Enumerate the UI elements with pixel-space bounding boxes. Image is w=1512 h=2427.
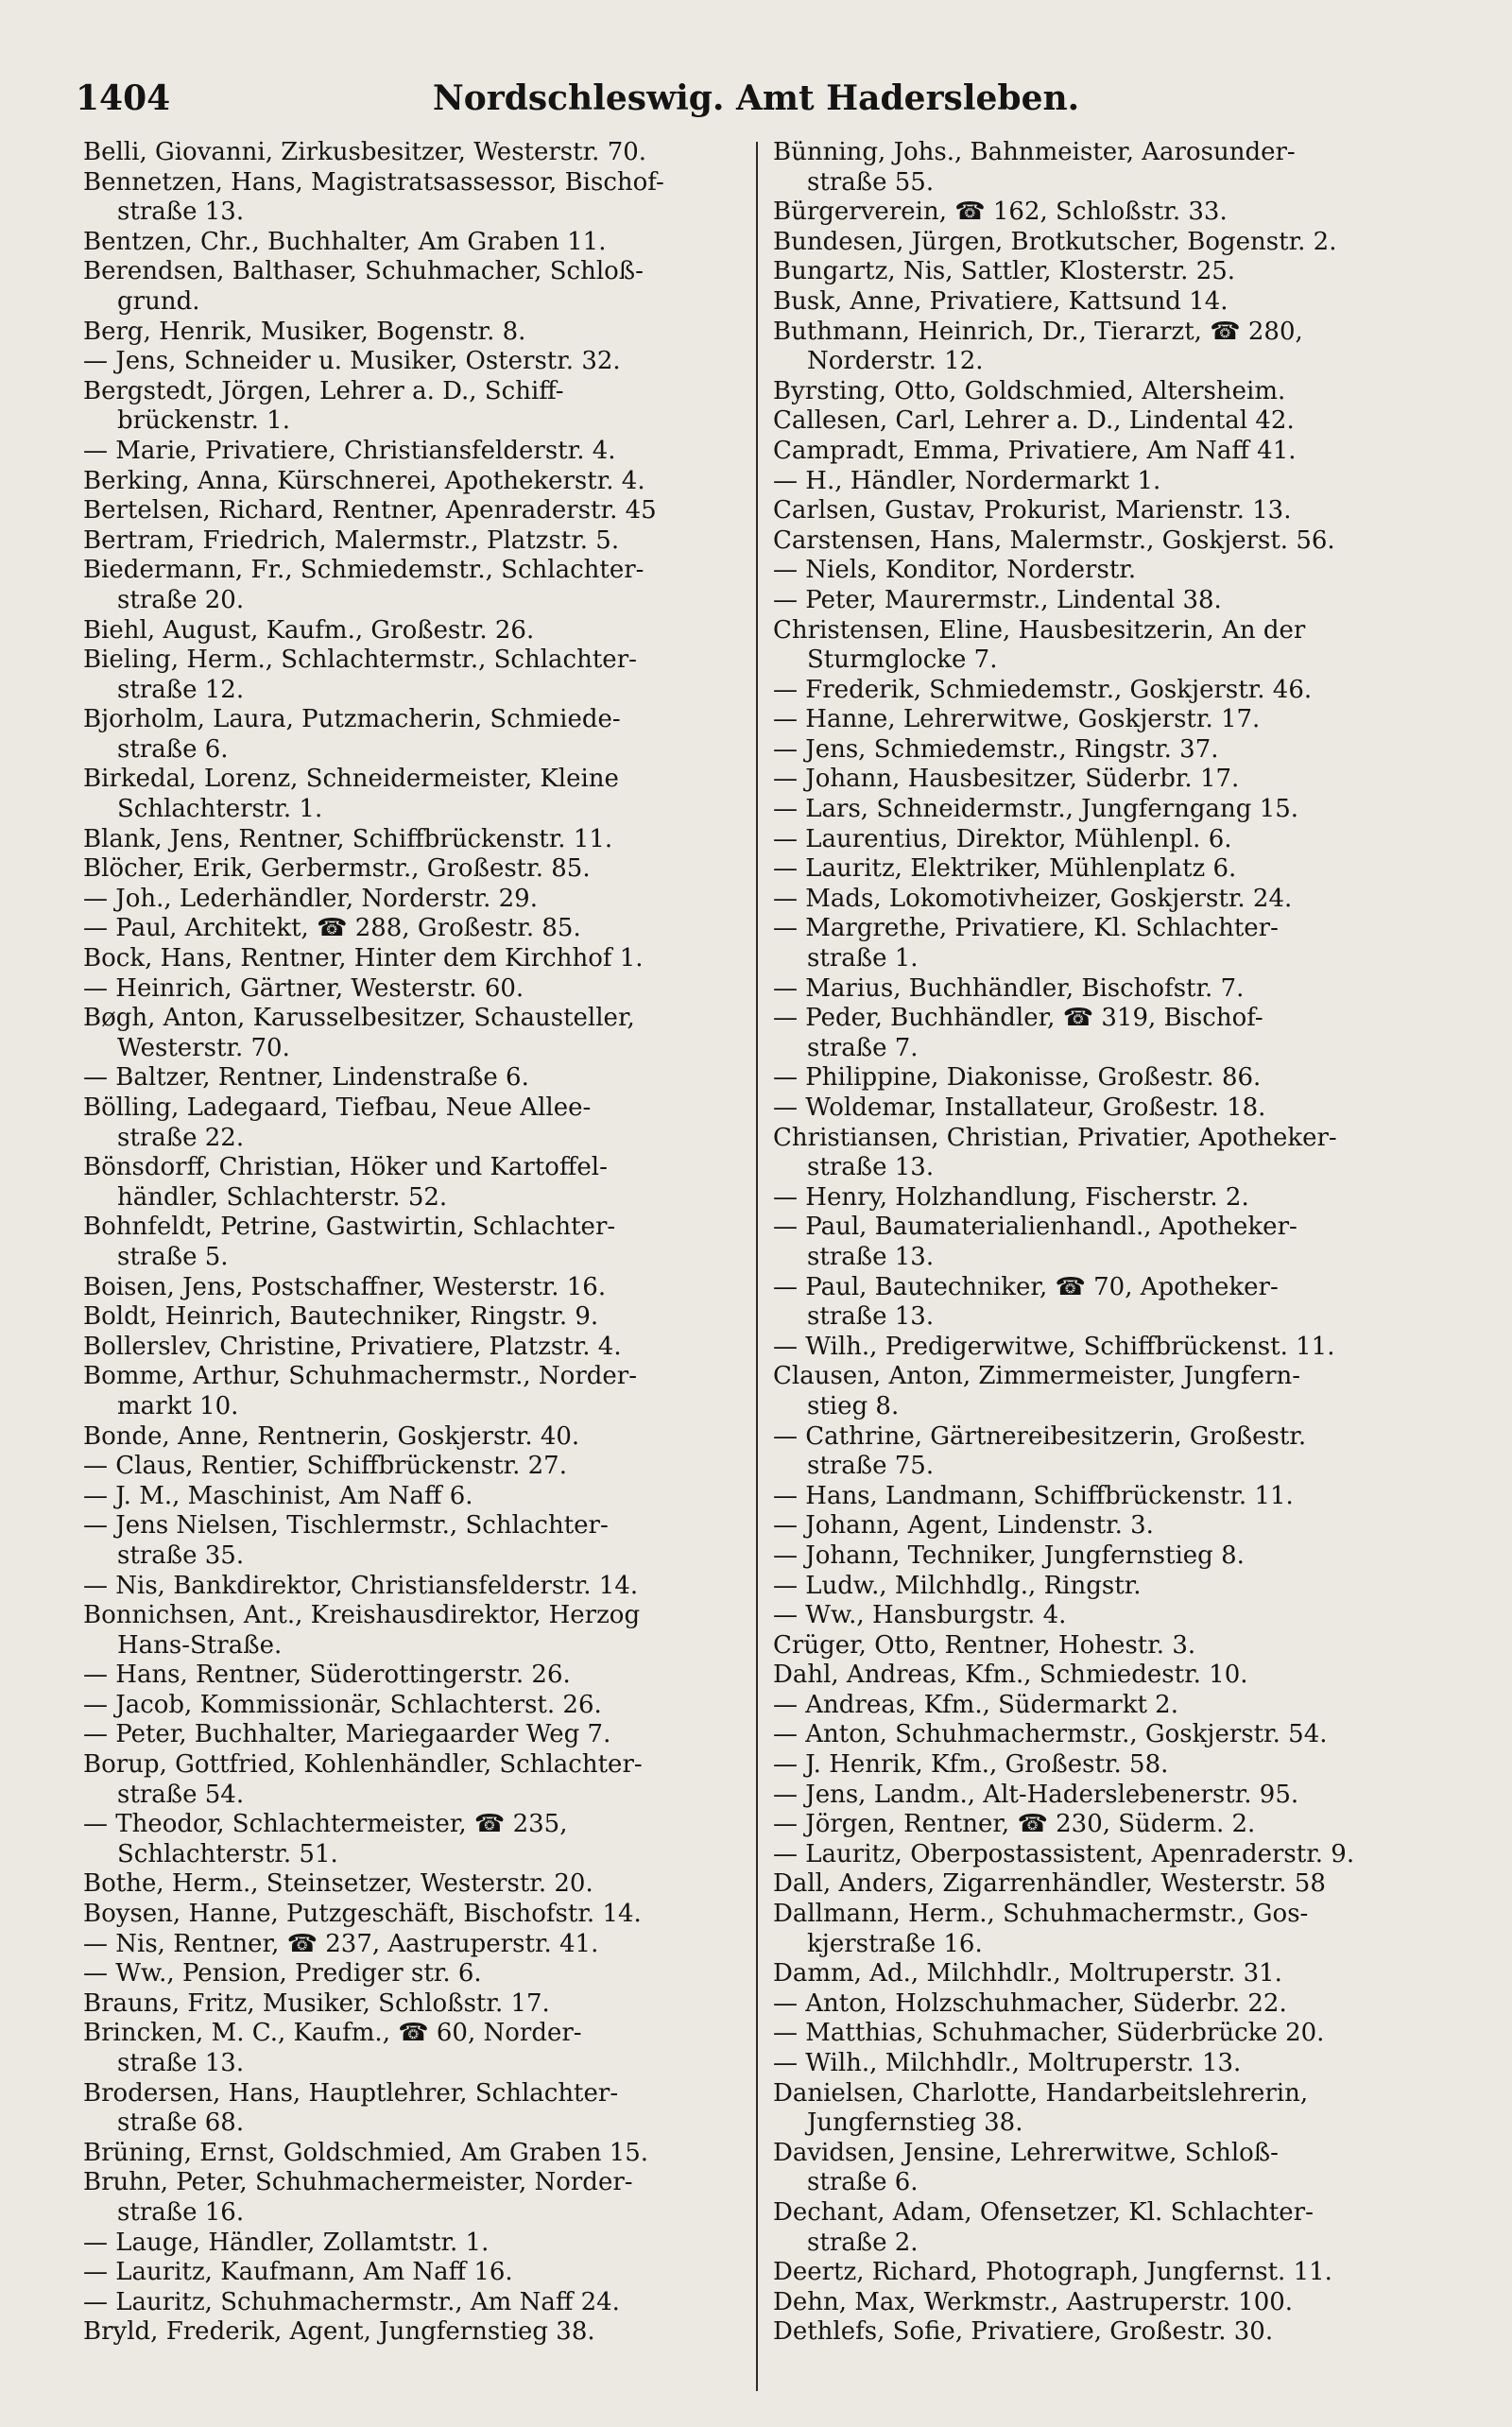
directory-entry: Dechant, Adam, Ofensetzer, Kl. Schlachter- xyxy=(773,2197,1314,2227)
directory-entry: — Matthias, Schuhmacher, Süderbrücke 20. xyxy=(773,2019,1325,2048)
directory-entry: Boysen, Hanne, Putzgeschäft, Bischofstr. 14. xyxy=(83,1900,642,1929)
directory-entry: — Nis, Bankdirektor, Christiansfelderstr. 14. xyxy=(83,1571,639,1600)
directory-entry-continuation: brückenstr. 1. xyxy=(117,406,290,436)
directory-entry-continuation: straße 20. xyxy=(117,585,245,614)
directory-entry: Bundesen, Jürgen, Brotkutscher, Bogenstr. 2. xyxy=(773,227,1337,256)
directory-entry-continuation: Sturmglocke 7. xyxy=(807,645,998,675)
directory-entry: Bøgh, Anton, Karusselbesitzer, Schausteller, xyxy=(83,1004,635,1033)
directory-entry: — Niels, Konditor, Norderstr. xyxy=(773,556,1137,585)
directory-entry: — Lauritz, Elektriker, Mühlenplatz 6. xyxy=(773,854,1237,884)
left-column xyxy=(83,138,745,2348)
directory-entry: — Lars, Schneidermstr., Jungferngang 15. xyxy=(773,795,1299,824)
directory-entry: Bergstedt, Jörgen, Lehrer a. D., Schiff- xyxy=(83,376,564,405)
directory-entry: — Hanne, Lehrerwitwe, Goskjerstr. 17. xyxy=(773,705,1261,734)
page-number: 1404 xyxy=(76,78,171,118)
directory-entry: Dallmann, Herm., Schuhmachermstr., Gos- xyxy=(773,1900,1309,1929)
directory-entry: Bock, Hans, Rentner, Hinter dem Kirchhof 1. xyxy=(83,944,644,973)
directory-entry: — Margrethe, Privatiere, Kl. Schlachter- xyxy=(773,914,1279,943)
directory-entry: — Theodor, Schlachtermeister, ☎ 235, xyxy=(83,1810,568,1839)
directory-entry-continuation: straße 5. xyxy=(117,1242,229,1271)
directory-entry-continuation: straße 68. xyxy=(117,2109,245,2138)
directory-entry-continuation: straße 6. xyxy=(807,2168,919,2197)
directory-entry: Carstensen, Hans, Malermstr., Goskjerst. 56. xyxy=(773,525,1335,555)
directory-entry: Byrsting, Otto, Goldschmied, Altersheim. xyxy=(773,376,1286,405)
directory-entry-continuation: Schlachterstr. 51. xyxy=(117,1839,338,1868)
directory-entry: Brincken, M. C., Kaufm., ☎ 60, Norder- xyxy=(83,2019,582,2048)
directory-entry: Clausen, Anton, Zimmermeister, Jungfern- xyxy=(773,1362,1301,1391)
directory-entry: Dahl, Andreas, Kfm., Schmiedestr. 10. xyxy=(773,1661,1248,1690)
directory-entry: — Paul, Architekt, ☎ 288, Großestr. 85. xyxy=(83,914,581,943)
directory-entry: — Anton, Holzschuhmacher, Süderbr. 22. xyxy=(773,1988,1287,2018)
directory-entry: — Hans, Landmann, Schiffbrückenstr. 11. xyxy=(773,1481,1294,1510)
directory-entry: Bieling, Herm., Schlachtermstr., Schlachter- xyxy=(83,645,637,675)
directory-entry-continuation: straße 54. xyxy=(117,1780,245,1809)
directory-entry: — Peter, Maurermstr., Lindental 38. xyxy=(773,585,1222,614)
directory-entry-continuation: straße 55. xyxy=(807,167,935,197)
directory-entry-continuation: straße 13. xyxy=(117,2049,245,2077)
directory-entry: Bonde, Anne, Rentnerin, Goskjerstr. 40. xyxy=(83,1421,580,1451)
directory-entry: — Henry, Holzhandlung, Fischerstr. 2. xyxy=(773,1182,1249,1212)
directory-entry: Blank, Jens, Rentner, Schiffbrückenstr. 11. xyxy=(83,824,613,853)
directory-entry: — Jens, Schmiedemstr., Ringstr. 37. xyxy=(773,734,1219,764)
directory-entry: — Cathrine, Gärtnereibesitzerin, Großestr. xyxy=(773,1421,1307,1451)
directory-entry: Bertelsen, Richard, Rentner, Apenraderstr. 45 xyxy=(83,496,657,525)
directory-entry: — H., Händler, Nordermarkt 1. xyxy=(773,466,1161,495)
directory-entry: Bürgerverein, ☎ 162, Schloßstr. 33. xyxy=(773,198,1228,227)
directory-entry: — Johann, Hausbesitzer, Süderbr. 17. xyxy=(773,765,1240,794)
directory-entry: Crüger, Otto, Rentner, Hohestr. 3. xyxy=(773,1630,1196,1660)
directory-entry-continuation: straße 16. xyxy=(117,2197,245,2227)
right-column xyxy=(773,138,1440,2348)
directory-entry: Bertram, Friedrich, Malermstr., Platzstr. 5. xyxy=(83,525,620,555)
directory-entry-continuation: Hans-Straße. xyxy=(117,1630,283,1660)
directory-entry: Campradt, Emma, Privatiere, Am Naff 41. xyxy=(773,436,1297,465)
directory-entry: Boldt, Heinrich, Bautechniker, Ringstr. 9. xyxy=(83,1302,599,1332)
directory-entry: — Ludw., Milchhdlg., Ringstr. xyxy=(773,1571,1142,1600)
directory-entry: Bönsdorff, Christian, Höker und Kartoffel- xyxy=(83,1153,608,1182)
directory-entry-continuation: Schlachterstr. 1. xyxy=(117,795,323,824)
directory-entry: — Lauge, Händler, Zollamtstr. 1. xyxy=(83,2228,490,2257)
directory-entry-continuation: Westerstr. 70. xyxy=(117,1033,290,1062)
directory-entry: — Andreas, Kfm., Südermarkt 2. xyxy=(773,1690,1178,1719)
directory-entry: Dehn, Max, Werkmstr., Aastruperstr. 100. xyxy=(773,2287,1294,2316)
directory-entry: Danielsen, Charlotte, Handarbeitslehrerin, xyxy=(773,2078,1309,2108)
directory-entry: Belli, Giovanni, Zirkusbesitzer, Westerstr. 70. xyxy=(83,138,647,166)
directory-entry: Deertz, Richard, Photograph, Jungfernst. 11. xyxy=(773,2258,1332,2287)
directory-entry-continuation: markt 10. xyxy=(117,1391,239,1420)
directory-entry: — Lauritz, Kaufmann, Am Naff 16. xyxy=(83,2258,513,2287)
directory-entry-continuation: straße 1. xyxy=(807,944,919,973)
directory-entry: Bothe, Herm., Steinsetzer, Westerstr. 20. xyxy=(83,1869,593,1899)
directory-entry: — Claus, Rentier, Schiffbrückenstr. 27. xyxy=(83,1452,567,1481)
directory-entry: — Jens, Landm., Alt-Haderslebenerstr. 95. xyxy=(773,1780,1299,1809)
directory-entry: Bohnfeldt, Petrine, Gastwirtin, Schlachter- xyxy=(83,1213,616,1242)
directory-entry: — Lauritz, Oberpostassistent, Apenraderstr. 9. xyxy=(773,1839,1355,1868)
directory-entry: Bomme, Arthur, Schuhmachermstr., Norder- xyxy=(83,1362,638,1391)
directory-entry: — Marie, Privatiere, Christiansfelderstr. 4. xyxy=(83,436,616,465)
directory-entry-continuation: straße 2. xyxy=(807,2228,919,2257)
directory-entry: — Ww., Hansburgstr. 4. xyxy=(773,1601,1067,1630)
directory-entry: Davidsen, Jensine, Lehrerwitwe, Schloß- xyxy=(773,2138,1279,2167)
directory-entry: — Jörgen, Rentner, ☎ 230, Süderm. 2. xyxy=(773,1810,1256,1839)
directory-entry: Callesen, Carl, Lehrer a. D., Lindental 42. xyxy=(773,406,1295,436)
directory-entry: — Baltzer, Rentner, Lindenstraße 6. xyxy=(83,1063,529,1093)
directory-entry-continuation: straße 22. xyxy=(117,1123,245,1152)
directory-entry: Borup, Gottfried, Kohlenhändler, Schlachter- xyxy=(83,1750,643,1780)
directory-entry: Berking, Anna, Kürschnerei, Apothekerstr. 4. xyxy=(83,466,645,495)
directory-entry: Brauns, Fritz, Musiker, Schloßstr. 17. xyxy=(83,1988,550,2018)
directory-entry: — Johann, Techniker, Jungfernstieg 8. xyxy=(773,1541,1245,1570)
directory-entry: — J. Henrik, Kfm., Großestr. 58. xyxy=(773,1750,1169,1780)
directory-entry: — Woldemar, Installateur, Großestr. 18. xyxy=(773,1093,1266,1122)
directory-entry-continuation: straße 13. xyxy=(807,1242,935,1271)
directory-entry: Bölling, Ladegaard, Tiefbau, Neue Allee- xyxy=(83,1093,592,1122)
directory-entry-continuation: Norderstr. 12. xyxy=(807,347,984,376)
directory-entry-continuation: straße 12. xyxy=(117,675,245,704)
directory-entry: — Frederik, Schmiedemstr., Goskjerstr. 46. xyxy=(773,675,1313,704)
directory-entry-continuation: straße 13. xyxy=(117,198,245,227)
directory-entry: Bünning, Johs., Bahnmeister, Aarosunder- xyxy=(773,138,1296,166)
directory-entry: Christensen, Eline, Hausbesitzerin, An der xyxy=(773,615,1306,645)
directory-entry-continuation: kjerstraße 16. xyxy=(807,1929,983,1958)
directory-entry: — Marius, Buchhändler, Bischofstr. 7. xyxy=(773,973,1245,1003)
directory-entry: Dall, Anders, Zigarrenhändler, Westerstr. 58 xyxy=(773,1869,1326,1899)
directory-entry: — Ww., Pension, Prediger str. 6. xyxy=(83,1959,482,1988)
directory-entry: Biedermann, Fr., Schmiedemstr., Schlachter- xyxy=(83,556,644,585)
directory-entry: — Hans, Rentner, Süderottingerstr. 26. xyxy=(83,1661,571,1690)
directory-entry: Damm, Ad., Milchhdlr., Moltruperstr. 31. xyxy=(773,1959,1282,1988)
directory-entry: Biehl, August, Kaufm., Großestr. 26. xyxy=(83,615,535,645)
directory-entry-continuation: straße 35. xyxy=(117,1541,245,1570)
directory-entry: — Wilh., Predigerwitwe, Schiffbrückenst. 11. xyxy=(773,1332,1335,1361)
directory-entry: Bungartz, Nis, Sattler, Klosterstr. 25. xyxy=(773,257,1236,286)
directory-entry: — Wilh., Milchhdlr., Moltruperstr. 13. xyxy=(773,2049,1242,2077)
directory-entry-continuation: straße 13. xyxy=(807,1153,935,1182)
directory-entry: Dethlefs, Sofie, Privatiere, Großestr. 30. xyxy=(773,2317,1274,2347)
directory-entry: Berg, Henrik, Musiker, Bogenstr. 8. xyxy=(83,317,526,346)
directory-entry: — Philippine, Diakonisse, Großestr. 86. xyxy=(773,1063,1262,1093)
directory-entry: — Paul, Baumaterialienhandl., Apotheker- xyxy=(773,1213,1297,1242)
directory-entry: — Peter, Buchhalter, Mariegaarder Weg 7. xyxy=(83,1720,611,1749)
directory-entry: Bruhn, Peter, Schuhmachermeister, Norder- xyxy=(83,2168,633,2197)
page-header xyxy=(76,72,1436,125)
column-divider xyxy=(756,142,758,2391)
directory-entry: Blöcher, Erik, Gerbermstr., Großestr. 85. xyxy=(83,854,591,884)
directory-entry-continuation: stieg 8. xyxy=(807,1391,900,1420)
directory-entry-continuation: händler, Schlachterstr. 52. xyxy=(117,1182,448,1212)
directory-entry: — Mads, Lokomotivheizer, Goskjerstr. 24. xyxy=(773,884,1293,913)
directory-entry: Christiansen, Christian, Privatier, Apotheker- xyxy=(773,1123,1337,1152)
directory-entry: Buthmann, Heinrich, Dr., Tierarzt, ☎ 280, xyxy=(773,317,1303,346)
directory-entry: Bentzen, Chr., Buchhalter, Am Graben 11. xyxy=(83,227,607,256)
directory-entry-continuation: Jungfernstieg 38. xyxy=(807,2109,1023,2138)
directory-entry: Bjorholm, Laura, Putzmacherin, Schmiede- xyxy=(83,705,621,734)
directory-entry-continuation: grund. xyxy=(117,286,200,316)
directory-entry: Bennetzen, Hans, Magistratsassessor, Bischof- xyxy=(83,167,664,197)
directory-entry: Bonnichsen, Ant., Kreishausdirektor, Herzog xyxy=(83,1601,641,1630)
running-title: Nordschleswig. Amt Hadersleben. xyxy=(432,78,1080,118)
directory-entry: Brüning, Ernst, Goldschmied, Am Graben 15. xyxy=(83,2138,649,2167)
directory-entry-continuation: straße 75. xyxy=(807,1452,935,1481)
directory-entry: Carlsen, Gustav, Prokurist, Marienstr. 13. xyxy=(773,496,1292,525)
directory-entry: — Peder, Buchhändler, ☎ 319, Bischof- xyxy=(773,1004,1263,1033)
directory-entry: — Anton, Schuhmachermstr., Goskjerstr. 54. xyxy=(773,1720,1328,1749)
directory-entry: — Jacob, Kommissionär, Schlachterst. 26. xyxy=(83,1690,602,1719)
directory-entry: Brodersen, Hans, Hauptlehrer, Schlachter- xyxy=(83,2078,619,2108)
directory-entry: — Nis, Rentner, ☎ 237, Aastruperstr. 41. xyxy=(83,1929,599,1958)
directory-entry: Bryld, Frederik, Agent, Jungfernstieg 38. xyxy=(83,2317,595,2347)
directory-entry: — Jens, Schneider u. Musiker, Osterstr. 32. xyxy=(83,347,621,376)
directory-entry: Boisen, Jens, Postschaffner, Westerstr. 16. xyxy=(83,1272,607,1301)
directory-entry: Birkedal, Lorenz, Schneidermeister, Kleine xyxy=(83,765,619,794)
directory-entry: — Laurentius, Direktor, Mühlenpl. 6. xyxy=(773,824,1232,853)
directory-entry: Bollerslev, Christine, Privatiere, Platzstr. 4. xyxy=(83,1332,622,1361)
directory-entry: Busk, Anne, Privatiere, Kattsund 14. xyxy=(773,286,1228,316)
directory-entry-continuation: straße 6. xyxy=(117,734,229,764)
directory-entry: — Johann, Agent, Lindenstr. 3. xyxy=(773,1511,1154,1541)
directory-entry: — Joh., Lederhändler, Norderstr. 29. xyxy=(83,884,538,913)
directory-entry: — J. M., Maschinist, Am Naff 6. xyxy=(83,1481,473,1510)
directory-entry: — Heinrich, Gärtner, Westerstr. 60. xyxy=(83,973,524,1003)
directory-entry-continuation: straße 7. xyxy=(807,1033,919,1062)
directory-entry-continuation: straße 13. xyxy=(807,1302,935,1332)
directory-entry: Berendsen, Balthaser, Schuhmacher, Schloß- xyxy=(83,257,644,286)
directory-entry: — Lauritz, Schuhmachermstr., Am Naff 24. xyxy=(83,2287,620,2316)
directory-entry: — Jens Nielsen, Tischlermstr., Schlachter- xyxy=(83,1511,609,1541)
directory-entry: — Paul, Bautechniker, ☎ 70, Apotheker- xyxy=(773,1272,1279,1301)
